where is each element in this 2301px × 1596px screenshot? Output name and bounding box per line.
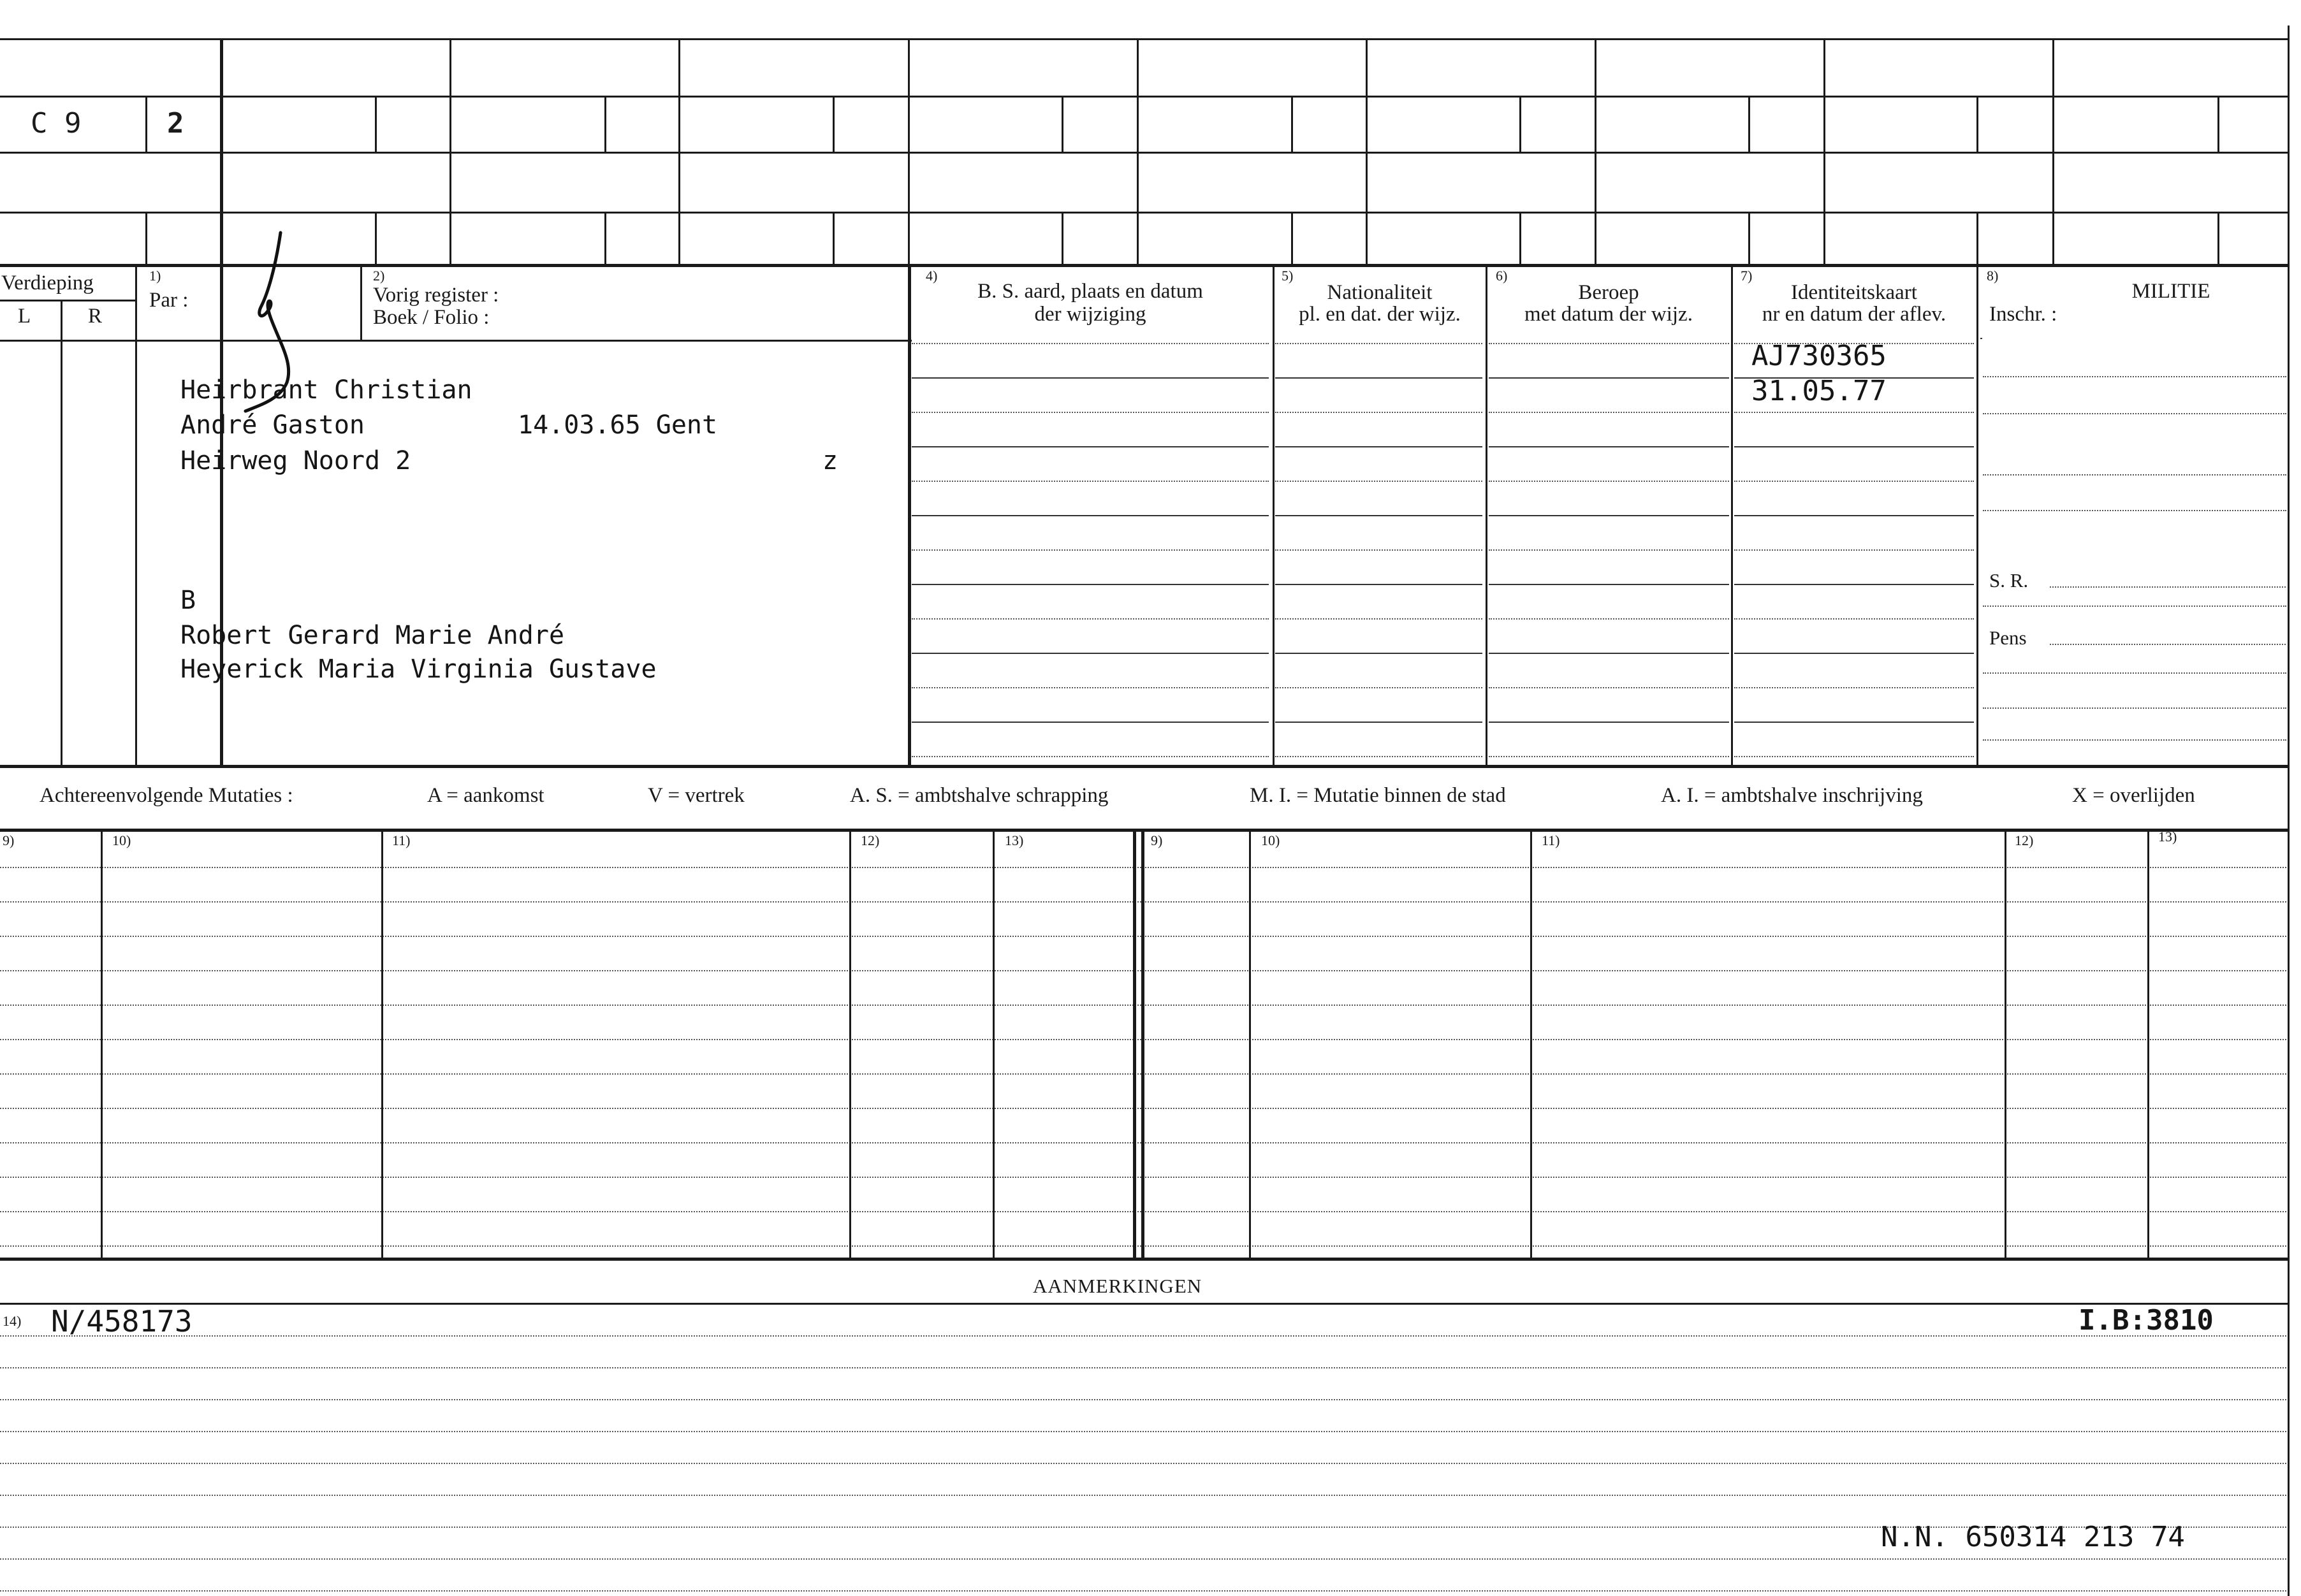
- grid-divider: [1519, 96, 1521, 152]
- grid-divider: [1291, 212, 1293, 264]
- pens-line: [2050, 644, 2286, 645]
- grid-divider: [604, 212, 606, 264]
- id-card-date: 31.05.77: [1751, 375, 1887, 407]
- body-row-line: [912, 756, 1269, 757]
- header-divider: [360, 264, 362, 340]
- body-row-line: [1275, 722, 1482, 723]
- legend-title: Achtereenvolgende Mutaties :: [40, 784, 293, 807]
- militie-line: [1983, 510, 2286, 511]
- person-status: B: [180, 586, 196, 615]
- legend-mi: M. I. = Mutatie binnen de stad: [1250, 784, 1506, 807]
- militie-line: [1983, 739, 2286, 741]
- militie-line: [1983, 474, 2286, 475]
- remarks-row-line: [0, 1463, 2286, 1464]
- grid-divider: [2217, 96, 2219, 152]
- body-row-line: [1489, 618, 1729, 620]
- body-row-line: [1275, 549, 1482, 551]
- grid-divider: [1062, 212, 1063, 264]
- grid-divider: [1976, 96, 1978, 152]
- remarks-row-line: [0, 1399, 2286, 1400]
- militie-line: [1983, 672, 2286, 674]
- legend-a: A = aankomst: [427, 784, 544, 807]
- remarks-row-line: [0, 1431, 2286, 1432]
- grid-divider: [145, 96, 147, 152]
- grid-divider: [833, 96, 835, 152]
- sr-line: [2050, 586, 2286, 588]
- h1-number: 1): [149, 268, 161, 284]
- h4-line2: der wijziging: [1034, 303, 1146, 326]
- body-row-line: [912, 618, 1269, 620]
- body-row-line: [912, 549, 1269, 551]
- body-row-line: [1734, 584, 1974, 585]
- grid-divider: [1137, 38, 1139, 264]
- grid-divider: [678, 38, 680, 264]
- legend-v: V = vertrek: [648, 784, 745, 807]
- mutation-col-10b: 10): [1261, 832, 1280, 848]
- header-divider: [61, 300, 62, 768]
- body-row-line: [912, 446, 1269, 447]
- floor-label: Verdieping: [1, 272, 94, 294]
- person-birth: 14.03.65 Gent: [518, 410, 718, 440]
- body-row-line: [1275, 618, 1482, 620]
- mutation-divider: [2147, 829, 2149, 1258]
- body-row-line: [1489, 343, 1729, 344]
- person-mark: z: [822, 446, 838, 475]
- mutation-col-11: 11): [392, 832, 411, 848]
- legend-as: A. S. = ambtshalve schrapping: [850, 784, 1109, 807]
- body-row-line: [1275, 343, 1482, 344]
- grid-divider: [908, 38, 910, 264]
- remarks-row-line: [0, 1558, 2286, 1560]
- militie-line: [1980, 338, 1982, 339]
- body-row-line: [912, 653, 1269, 654]
- body-row-line: [1734, 515, 1974, 516]
- mutation-divider: [101, 829, 103, 1258]
- body-row-line: [1489, 653, 1729, 654]
- header-divider: [1731, 264, 1733, 767]
- mutations-bottom: [0, 1258, 2289, 1261]
- body-row-line: [1734, 687, 1974, 688]
- body-row-line: [1489, 481, 1729, 482]
- body-row-line: [1734, 618, 1974, 620]
- body-row-line: [1275, 653, 1482, 654]
- body-row-line: [1489, 549, 1729, 551]
- body-row-line: [912, 377, 1269, 379]
- grid-divider: [1519, 212, 1521, 264]
- body-row-line: [1734, 481, 1974, 482]
- h8-inschr: Inschr. :: [1989, 303, 2057, 326]
- body-row-line: [912, 515, 1269, 516]
- h6-line1: Beroep: [1578, 281, 1639, 304]
- body-row-line: [912, 722, 1269, 723]
- body-row-line: [1734, 653, 1974, 654]
- body-row-line: [1275, 515, 1482, 516]
- grid-divider: [1823, 38, 1825, 264]
- mutation-col-13b: 13): [2158, 829, 2177, 845]
- h5-line1: Nationaliteit: [1327, 281, 1433, 304]
- right-border: [2288, 25, 2290, 1596]
- grid-divider: [604, 96, 606, 152]
- body-row-line: [1275, 687, 1482, 688]
- body-row-line: [912, 687, 1269, 688]
- body-row-line: [1489, 687, 1729, 688]
- body-row-line: [912, 481, 1269, 482]
- mutation-col-11b: 11): [1542, 832, 1560, 848]
- top-rule-1: [0, 38, 2289, 40]
- sr-label: S. R.: [1989, 569, 2029, 591]
- header-divider: [1273, 264, 1275, 767]
- header-divider: [135, 264, 137, 767]
- code-left: C 9: [31, 107, 82, 140]
- mutation-col-9b: 9): [1151, 832, 1163, 848]
- remarks-ib: I.B:3810: [2078, 1304, 2214, 1337]
- h4-line1: B. S. aard, plaats en datum: [977, 280, 1203, 303]
- mutation-divider: [1530, 829, 1532, 1258]
- h6-line2: met datum der wijz.: [1524, 303, 1693, 326]
- militie-line: [1983, 376, 2286, 377]
- h5-line2: pl. en dat. der wijz.: [1299, 303, 1461, 326]
- h7-line1: Identiteitskaart: [1791, 281, 1917, 304]
- grid-divider: [1976, 212, 1978, 264]
- remarks-ref: N/458173: [51, 1304, 193, 1338]
- mutation-center-divider: [1133, 829, 1136, 1258]
- person-address: Heirweg Noord 2: [180, 446, 411, 475]
- body-row-line: [1489, 515, 1729, 516]
- body-row-line: [912, 343, 1269, 344]
- top-rule-3: [0, 152, 2289, 154]
- national-number: N.N. 650314 213 74: [1881, 1521, 2185, 1553]
- militie-line: [1983, 707, 2286, 709]
- body-row-line: [912, 412, 1269, 413]
- mutation-col-9: 9): [3, 832, 15, 848]
- mutation-center-divider: [1141, 829, 1144, 1258]
- header-divider: [1976, 264, 1978, 767]
- grid-divider: [1748, 212, 1750, 264]
- floor-l-label: L: [18, 305, 31, 328]
- h2-number: 2): [373, 268, 385, 284]
- grid-divider: [2217, 212, 2219, 264]
- top-block-bottom: [0, 765, 2289, 768]
- body-row-line: [1734, 549, 1974, 551]
- body-row-line: [1734, 412, 1974, 413]
- body-row-line: [1275, 481, 1482, 482]
- grid-divider: [1291, 96, 1293, 152]
- h7-number: 7): [1741, 268, 1753, 284]
- header-divider: [1486, 264, 1487, 767]
- body-row-line: [1489, 584, 1729, 585]
- h1-par-label: Par :: [149, 289, 189, 312]
- id-card-number: AJ730365: [1751, 340, 1887, 372]
- mutation-col-13: 13): [1005, 832, 1024, 848]
- floor-sub-rule: [0, 300, 135, 301]
- mutation-divider: [381, 829, 383, 1258]
- body-row-line: [1275, 584, 1482, 585]
- remarks-title: AANMERKINGEN: [1033, 1275, 1202, 1297]
- mutations-top: [0, 829, 2289, 832]
- grid-divider: [1595, 38, 1596, 264]
- legend-ai: A. I. = ambtshalve inschrijving: [1661, 784, 1923, 807]
- grid-divider: [449, 38, 451, 264]
- header-divider: [908, 264, 911, 767]
- grid-divider: [833, 212, 835, 264]
- grid-divider: [1366, 38, 1368, 264]
- person-name: Heirbrant Christian: [180, 375, 472, 405]
- h6-number: 6): [1496, 268, 1508, 284]
- h8-title: MILITIE: [2131, 280, 2210, 303]
- mutation-divider: [1249, 829, 1251, 1258]
- h4-number: 4): [926, 268, 938, 284]
- top-rule-4: [0, 212, 2289, 214]
- person-given-names: André Gaston: [180, 410, 365, 440]
- person-father: Robert Gerard Marie André: [180, 621, 565, 650]
- h8-number: 8): [1987, 268, 1999, 284]
- legend-x: X = overlijden: [2072, 784, 2195, 807]
- mutation-divider: [2005, 829, 2006, 1258]
- mutation-divider: [993, 829, 995, 1258]
- body-row-line: [1275, 756, 1482, 757]
- h5-number: 5): [1282, 268, 1294, 284]
- h2-line2: Boek / Folio :: [373, 306, 490, 329]
- body-row-line: [1275, 377, 1482, 379]
- body-row-line: [1734, 756, 1974, 757]
- remarks-number: 14): [3, 1313, 22, 1329]
- grid-divider: [145, 212, 147, 264]
- body-row-line: [1489, 756, 1729, 757]
- grid-divider: [375, 96, 377, 152]
- body-row-line: [1734, 446, 1974, 447]
- remarks-row-line: [0, 1495, 2286, 1496]
- grid-divider: [375, 212, 377, 264]
- mutation-divider: [849, 829, 851, 1258]
- remarks-row-line: [0, 1590, 2286, 1592]
- code-right: 2: [167, 107, 184, 140]
- militie-line: [1983, 606, 2286, 607]
- grid-divider: [1748, 96, 1750, 152]
- mutation-col-12: 12): [861, 832, 880, 848]
- grid-divider: [1062, 96, 1063, 152]
- body-row-line: [1489, 377, 1729, 379]
- body-row-line: [1489, 722, 1729, 723]
- top-rule-2: [0, 96, 2289, 98]
- h7-line2: nr en datum der aflev.: [1762, 303, 1947, 326]
- remarks-row-line: [0, 1335, 2286, 1337]
- militie-line: [1983, 413, 2286, 414]
- remarks-rule: [0, 1303, 2289, 1305]
- mutation-col-10: 10): [112, 832, 131, 848]
- body-row-line: [1489, 412, 1729, 413]
- h2-line1: Vorig register :: [373, 284, 499, 307]
- floor-r-label: R: [88, 305, 103, 328]
- header-rule-top: [0, 264, 2289, 267]
- body-row-line: [1734, 722, 1974, 723]
- pens-label: Pens: [1989, 627, 2027, 649]
- body-row-line: [912, 584, 1269, 585]
- grid-divider: [2052, 38, 2054, 264]
- remarks-row-line: [0, 1367, 2286, 1368]
- body-row-line: [1489, 446, 1729, 447]
- body-row-line: [1275, 412, 1482, 413]
- mutation-col-12b: 12): [2015, 832, 2034, 848]
- person-mother: Heyerick Maria Virginia Gustave: [180, 655, 657, 684]
- body-row-line: [1275, 446, 1482, 447]
